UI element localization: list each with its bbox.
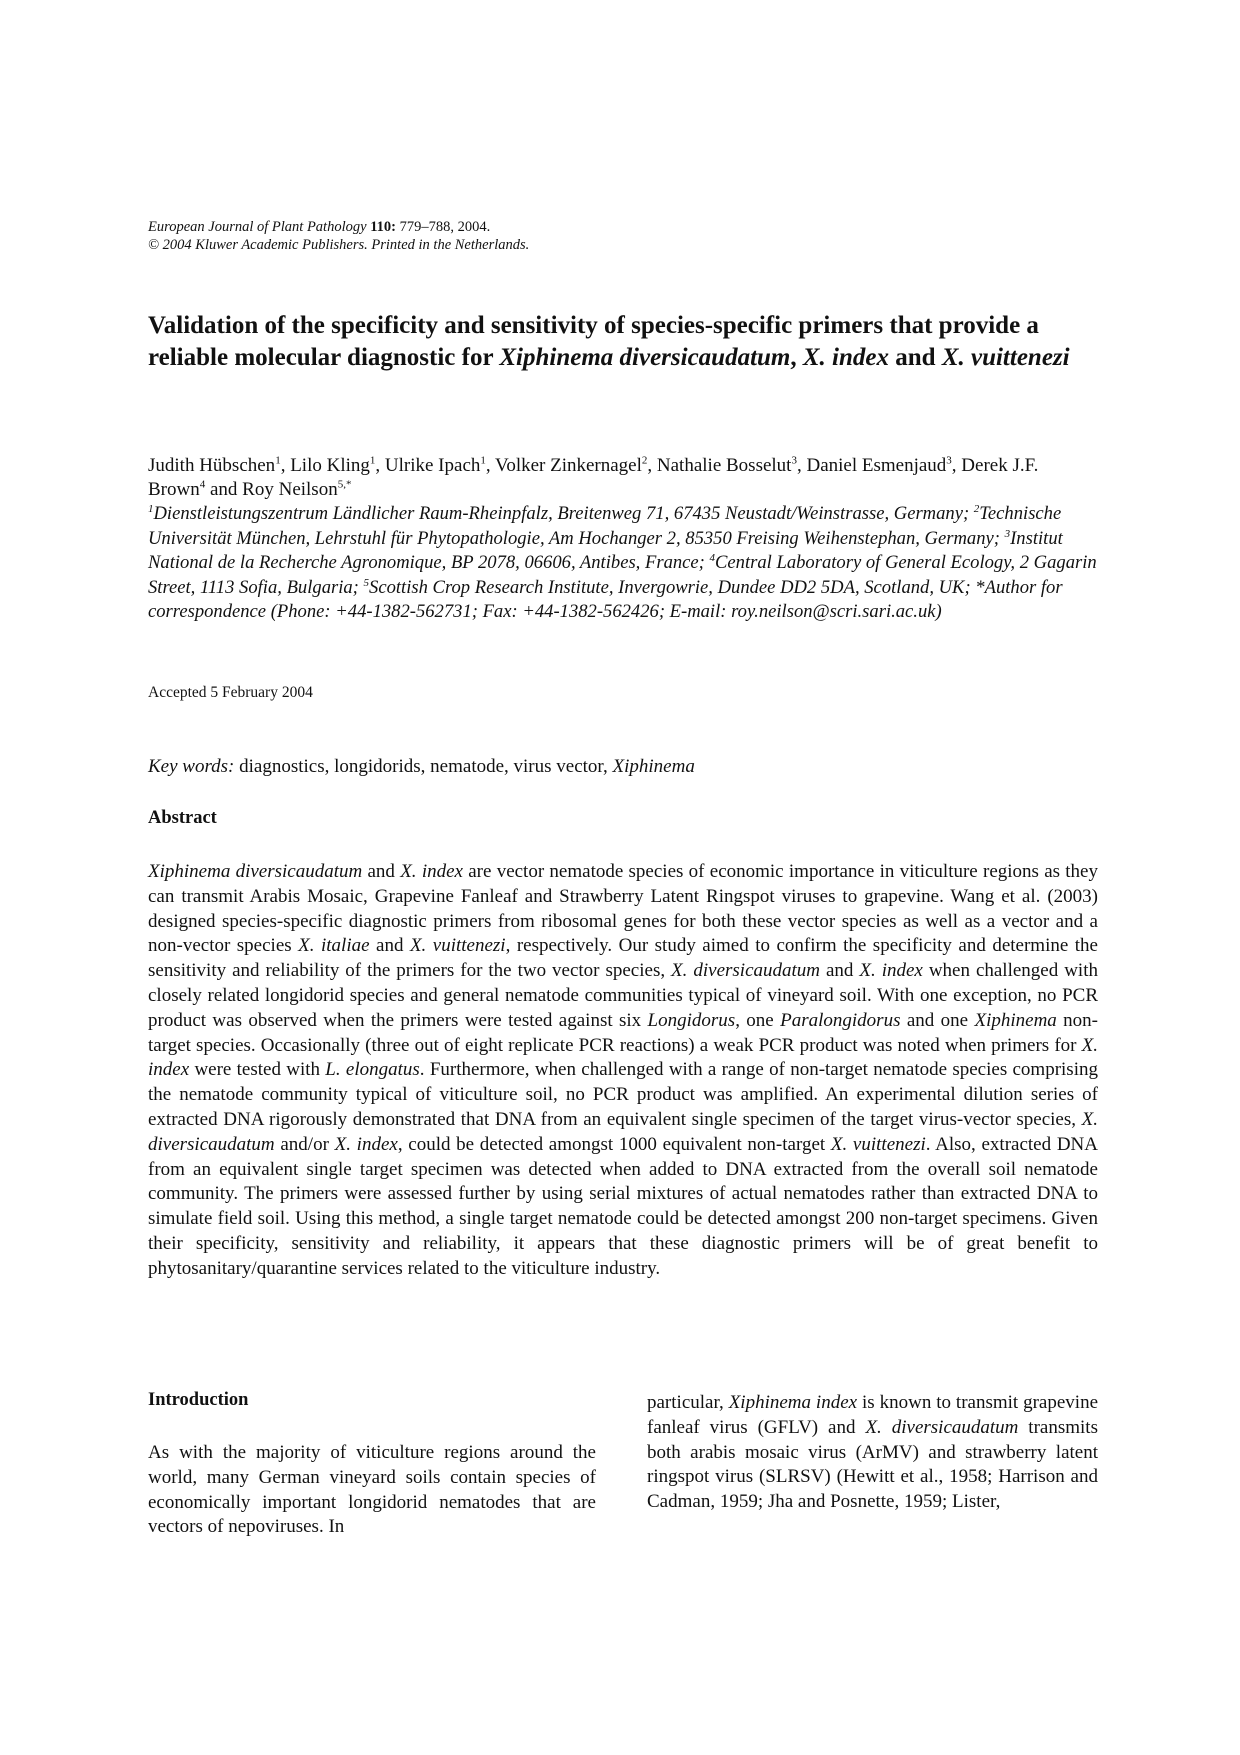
author-name: Judith Hübschen bbox=[148, 455, 276, 476]
author-separator: and bbox=[205, 479, 243, 500]
keywords-terms: diagnostics, longidorids, nematode, virus vector, bbox=[239, 756, 608, 777]
abstract-species-name: L. elongatus bbox=[325, 1059, 420, 1081]
author-affiliation-mark: 5,* bbox=[337, 478, 352, 491]
abstract-text: and/or bbox=[274, 1133, 335, 1155]
abstract-text: , respectively. Our study aimed to confirm the specificity and determine the sensitivity and reliability of the primers for the two vector species, bbox=[148, 935, 1098, 982]
author-separator: , bbox=[951, 455, 962, 476]
affiliation-text: Dienstleistungszentrum Ländlicher Raum-Rheinpfalz, Breitenweg 71, 67435 Neustadt/Weinstrasse, Germany; bbox=[153, 503, 974, 524]
abstract-species-name: X. index bbox=[148, 1034, 1098, 1081]
author-name: Roy Neilson bbox=[242, 479, 338, 500]
author-name: Derek J.F. Brown bbox=[148, 455, 1039, 500]
author-affiliation-mark: 3 bbox=[791, 454, 797, 467]
abstract-text: , one bbox=[735, 1009, 781, 1031]
intro-text: transmits both arabis mosaic virus (ArMV) and strawberry latent ringspot virus (SLRSV) (Hewitt et al., 1958; Harrison and Cadman, 1959; Jha and Posnette, 1959; Lister, bbox=[647, 1416, 1098, 1513]
introduction-right-column bbox=[647, 1391, 1098, 1515]
affiliation-mark: 1 bbox=[148, 502, 154, 515]
keywords-label: Key words: bbox=[148, 756, 235, 777]
affiliation-mark: 2 bbox=[973, 502, 980, 515]
accepted-date: Accepted 5 February 2004 bbox=[148, 684, 313, 701]
author-name: Ulrike Ipach bbox=[384, 455, 481, 476]
author-name: Lilo Kling bbox=[290, 455, 370, 476]
abstract-species-name: Longidorus bbox=[647, 1009, 736, 1031]
abstract-text: and one bbox=[900, 1009, 975, 1031]
abstract-species-name: X. index bbox=[859, 960, 923, 982]
abstract-species-name: X. vuittenezi bbox=[830, 1133, 926, 1155]
intro-species-name: Xiphinema index bbox=[728, 1392, 858, 1413]
abstract-species-name: Xiphinema bbox=[974, 1009, 1057, 1031]
copyright-line: © 2004 Kluwer Academic Publishers. Printed in the Netherlands. bbox=[148, 237, 530, 253]
affiliation-mark: 4 bbox=[709, 551, 716, 564]
abstract-text: are vector nematode species of economic importance in viticulture regions as they can transmit Arabis Mosaic, Grapevine Fanleaf and Strawberry Latent Ringspot viruses to grapevine. Wang et al. (2003) designed species-specific diagnostic primers from ribosomal genes for both these vector species as well as a vector and a non-vector species bbox=[148, 861, 1098, 957]
affiliation-text: Institut National de la Recherche Agronomique, BP 2078, 06606, Antibes, France; bbox=[148, 527, 1063, 573]
abstract-species-name: X. diversicaudatum bbox=[148, 1108, 1098, 1155]
abstract-species-name: X. diversicaudatum bbox=[671, 960, 821, 982]
abstract-text: when challenged with closely related longidorid species and general nematode communities typical of vineyard soil. With one exception, no PCR product was observed when the primers were tested against six bbox=[148, 960, 1098, 1031]
abstract-text: , could be detected amongst 1000 equivalent non-target bbox=[397, 1133, 831, 1155]
author-separator: , bbox=[280, 455, 291, 476]
abstract-text: non-target species. Occasionally (three out of eight replicate PCR reactions) a weak PCR product was noted when primers for bbox=[148, 1009, 1099, 1056]
abstract-species-name: X. vuittenezi bbox=[409, 935, 506, 957]
affiliations bbox=[148, 502, 1098, 625]
paper-title bbox=[148, 310, 1108, 374]
author-affiliation-mark: 1 bbox=[275, 454, 281, 467]
abstract-text: and bbox=[369, 935, 410, 957]
intro-text: particular, bbox=[647, 1392, 729, 1413]
abstract-species-name: X. index bbox=[400, 861, 463, 882]
abstract-species-name: Paralongidorus bbox=[780, 1009, 901, 1031]
affiliation-mark: 5 bbox=[363, 576, 370, 589]
abstract-text: and bbox=[820, 960, 860, 982]
journal-header bbox=[148, 218, 529, 254]
page-range: 779–788, 2004. bbox=[399, 219, 491, 235]
abstract-species-name: X. index bbox=[334, 1133, 398, 1155]
abstract-species-name: X. italiae bbox=[298, 935, 370, 957]
author-separator: , bbox=[485, 455, 496, 476]
abstract-text: and bbox=[362, 861, 401, 882]
author-affiliation-mark: 1 bbox=[369, 454, 376, 467]
intro-text: is known to transmit grapevine fanleaf virus (GFLV) and bbox=[647, 1392, 1099, 1438]
keywords bbox=[148, 756, 695, 778]
title-and: and bbox=[895, 344, 936, 371]
author-name: Nathalie Bosselut bbox=[656, 455, 792, 476]
introduction-left-column bbox=[148, 1441, 596, 1540]
journal-name: European Journal of Plant Pathology bbox=[148, 219, 367, 235]
affiliation-mark: 3 bbox=[1004, 527, 1011, 540]
intro-species-name: X. diversicaudatum bbox=[865, 1416, 1019, 1438]
author-affiliation-mark: 4 bbox=[199, 478, 206, 491]
author-separator: , bbox=[796, 455, 807, 476]
author-affiliation-mark: 1 bbox=[480, 454, 486, 467]
abstract-species-name: Xiphinema diversicaudatum bbox=[148, 861, 363, 882]
affiliation-text: Scottish Crop Research Institute, Invergowrie, Dundee DD2 5DA, Scotland, UK; *Author for correspondence (Phone: +44-1382-562731; Fax: +44-1382-562426; E-mail: roy.neilson@scri.sari.ac.uk) bbox=[148, 576, 1063, 622]
author-name: Volker Zinkernagel bbox=[495, 455, 642, 476]
introduction-heading: Introduction bbox=[148, 1390, 249, 1410]
affiliation-text: Central Laboratory of General Ecology, 2 Gagarin Street, 1113 Sofia, Bulgaria; bbox=[148, 552, 1097, 598]
title-species-1: Xiphinema diversicaudatum bbox=[499, 344, 791, 371]
author-list bbox=[148, 454, 1098, 502]
title-main: Validation of the specificity and sensitivity of species-specific primers that provide a reliable molecular diagnostic for bbox=[148, 312, 1039, 371]
title-sep: , bbox=[790, 344, 797, 371]
abstract-text: . Also, extracted DNA from an equivalent single target specimen was detected when added to DNA extracted from the overall soil nematode community. The primers were assessed further by using serial mixtures of actual nematodes rather than extracted DNA to simulate field soil. Using this method, a single target nematode could be detected amongst 200 non-target specimens. Given their specificity, sensitivity and reliability, it appears that these diagnostic primers will be of great benefit to phytosanitary/quarantine services related to the viticulture industry. bbox=[148, 1133, 1098, 1279]
affiliation-text: Technische Universität München, Lehrstuhl für Phytopathologie, Am Hochanger 2, 85350 Freising Weihenstephan, Germany; bbox=[148, 503, 1062, 549]
author-separator: , bbox=[375, 455, 385, 476]
title-species-3: X. vuittenezi bbox=[941, 344, 1070, 371]
intro-text: As with the majority of viticulture regions around the world, many German vineyard soils contain species of economically important longidorid nematodes that are vectors of nepoviruses. In bbox=[148, 1442, 596, 1538]
citation-line bbox=[148, 218, 529, 236]
volume: 110: bbox=[370, 219, 396, 235]
author-name: Daniel Esmenjaud bbox=[806, 455, 947, 476]
keywords-genus: Xiphinema bbox=[612, 756, 695, 777]
abstract-text: were tested with bbox=[189, 1059, 326, 1081]
author-affiliation-mark: 3 bbox=[946, 454, 952, 467]
abstract-text bbox=[148, 860, 1098, 1282]
abstract-heading: Abstract bbox=[148, 808, 217, 828]
author-separator: , bbox=[647, 455, 657, 476]
abstract-text: . Furthermore, when challenged with a range of non-target nematode species comprising the nematode community typical of viticulture soil, no PCR product was amplified. An experimental dilution series of extracted DNA rigorously demonstrated that DNA from an equivalent single specimen of the target virus-vector species, bbox=[148, 1059, 1098, 1130]
title-species-2: X. index bbox=[802, 344, 889, 371]
author-affiliation-mark: 2 bbox=[641, 454, 648, 467]
